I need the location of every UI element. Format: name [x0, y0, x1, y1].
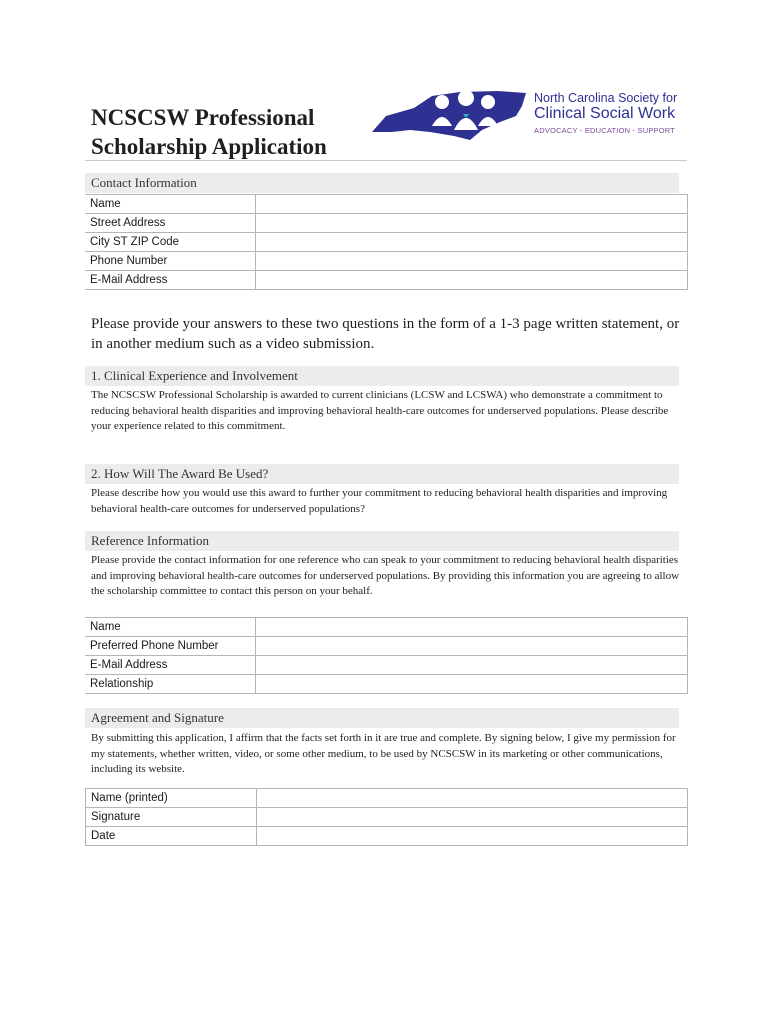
table-row — [86, 789, 688, 808]
q1-text: The NCSCSW Professional Scholarship is awarded to current clinicians (LCSW and LCSWA) who demonstrate a commitment to reducing behavioral health disparities and improving behavioral health-care outcomes for underserved populations. Please describe your experience related to this commitment. — [91, 389, 669, 432]
field-label: City ST ZIP Code — [85, 233, 256, 252]
field-label: Preferred Phone Number — [85, 637, 256, 656]
field-label: Date — [86, 827, 257, 846]
q2-text: Please describe how you would use this award to further your commitment to reducing behavioral health disparities and improving behavioral health-care outcomes for underserved populations? — [91, 487, 668, 515]
table-row — [85, 214, 688, 233]
contact-section-heading: Contact Information — [85, 173, 679, 193]
field-label: Name (printed) — [86, 789, 257, 808]
field-label: Phone Number — [85, 252, 256, 271]
field-label: Signature — [86, 808, 257, 827]
field-label: Street Address — [85, 214, 256, 233]
table-row — [85, 271, 688, 290]
printed-name-field[interactable] — [257, 789, 688, 808]
org-logo — [370, 86, 690, 142]
phone-number-field[interactable] — [256, 252, 688, 271]
logo-text-line-1: North Carolina Society for — [534, 91, 678, 105]
contact-name-field[interactable] — [256, 195, 688, 214]
street-address-field[interactable] — [256, 214, 688, 233]
email-address-field[interactable] — [256, 271, 688, 290]
intro-text: Please provide your answers to these two questions in the form of a 1-3 page written statement, or in another medium such as a video submission. — [91, 316, 680, 352]
field-label: Name — [85, 195, 256, 214]
header-divider — [85, 160, 687, 161]
reference-email-field[interactable] — [256, 656, 688, 675]
field-label: E-Mail Address — [85, 271, 256, 290]
reference-table — [85, 617, 688, 694]
date-field[interactable] — [257, 827, 688, 846]
title-line-1: NCSCSW Professional — [91, 105, 315, 130]
table-row — [86, 827, 688, 846]
reference-section-heading: Reference Information — [85, 531, 679, 551]
table-row — [85, 233, 688, 252]
agreement-text: By submitting this application, I affirm that the facts set forth in it are true and complete. By signing below, I give my permission for my statements, whether written, video, or some other medium, to be used by NCSCSW in its marketing or other communications, including its website. — [91, 732, 676, 775]
title-line-2: Scholarship Application — [91, 134, 327, 159]
reference-phone-field[interactable] — [256, 637, 688, 656]
table-row — [85, 637, 688, 656]
table-row — [86, 808, 688, 827]
q2-heading: 2. How Will The Award Be Used? — [85, 464, 679, 484]
field-label: E-Mail Address — [85, 656, 256, 675]
logo-text-line-2: Clinical Social Work — [534, 105, 676, 122]
table-row — [85, 252, 688, 271]
city-state-zip-field[interactable] — [256, 233, 688, 252]
logo-tagline: ADVOCACY - EDUCATION - SUPPORT — [534, 126, 676, 135]
contact-table — [85, 194, 688, 290]
signature-field[interactable] — [257, 808, 688, 827]
reference-relationship-field[interactable] — [256, 675, 688, 694]
agreement-section-heading: Agreement and Signature — [85, 708, 679, 728]
reference-text: Please provide the contact information for one reference who can speak to your commitment to reducing behavioral health disparities and improving behavioral health-care outcomes for underserved populations. By providing this information you are agreeing to allow the scholarship committee to contact this person on your behalf. — [91, 554, 680, 597]
table-row — [85, 656, 688, 675]
table-row — [85, 195, 688, 214]
table-row — [85, 675, 688, 694]
signature-table — [85, 788, 688, 846]
page-title — [91, 103, 327, 161]
field-label: Name — [85, 618, 256, 637]
q1-heading: 1. Clinical Experience and Involvement — [85, 366, 679, 386]
table-row — [85, 618, 688, 637]
reference-name-field[interactable] — [256, 618, 688, 637]
nc-map-logo-icon — [370, 86, 535, 142]
field-label: Relationship — [85, 675, 256, 694]
